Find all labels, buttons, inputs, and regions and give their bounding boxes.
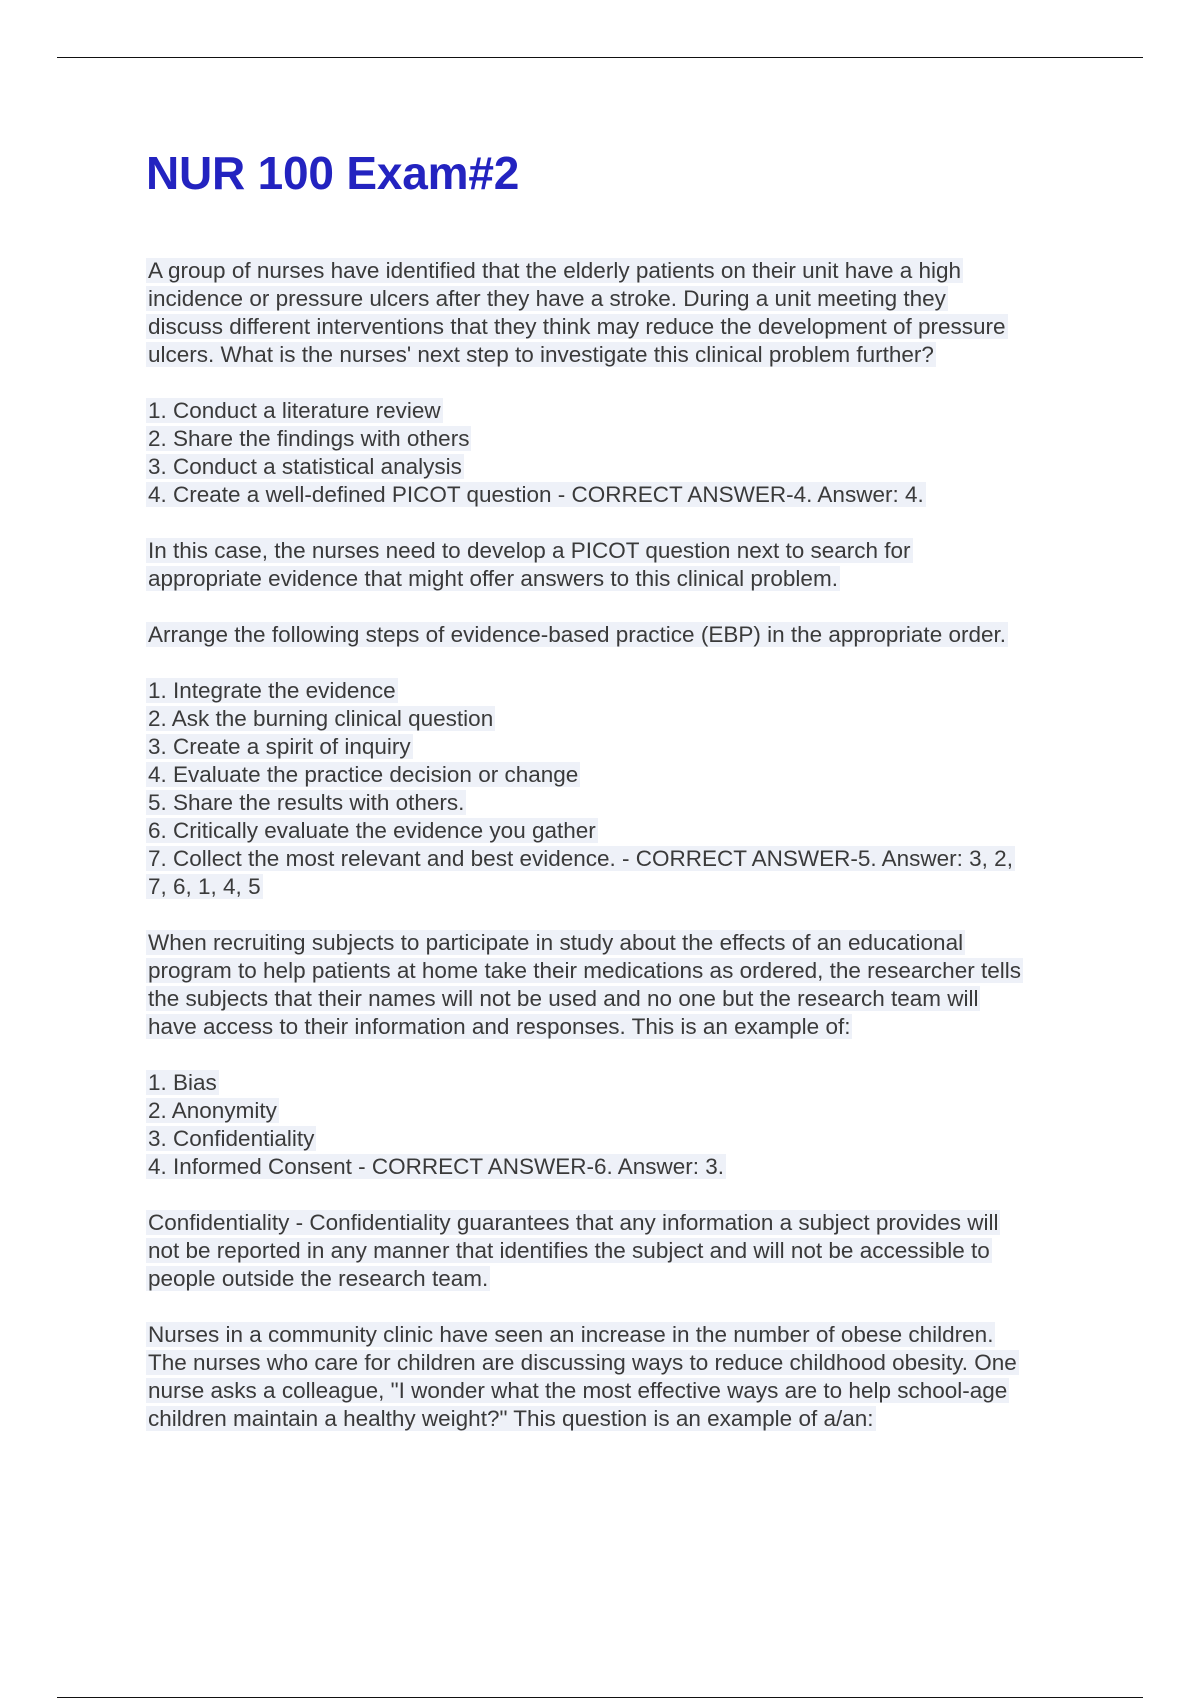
text-line: The nurses who care for children are discussing ways to reduce childhood obesity. One	[148, 1350, 1017, 1375]
text-line: nurse asks a colleague, "I wonder what the most effective ways are to help school-age	[148, 1378, 1008, 1403]
question-4-stem	[146, 1321, 1096, 1433]
text-line: have access to their information and responses. This is an example of:	[148, 1014, 851, 1039]
question-1-stem	[146, 257, 1096, 369]
question-1-options	[146, 397, 1096, 509]
document-body	[146, 257, 1096, 1461]
answer-option: 7. Collect the most relevant and best evidence. - CORRECT ANSWER-5. Answer: 3, 2,	[148, 846, 1013, 871]
answer-option: 1. Bias	[148, 1070, 217, 1095]
answer-option: 4. Informed Consent - CORRECT ANSWER-6. Answer: 3.	[148, 1154, 725, 1179]
text-line: children maintain a healthy weight?" This question is an example of a/an:	[148, 1406, 874, 1431]
text-line: appropriate evidence that might offer answers to this clinical problem.	[148, 566, 838, 591]
answer-option: 3. Confidentiality	[148, 1126, 315, 1151]
text-line: A group of nurses have identified that the elderly patients on their unit have a high	[148, 258, 962, 283]
answer-option: 1. Conduct a literature review	[148, 398, 441, 423]
answer-option: 2. Share the findings with others	[148, 426, 470, 451]
answer-option: 2. Anonymity	[148, 1098, 277, 1123]
text-line: people outside the research team.	[148, 1266, 489, 1291]
text-line: incidence or pressure ulcers after they have a stroke. During a unit meeting they	[148, 286, 946, 311]
text-line: Confidentiality - Confidentiality guarantees that any information a subject provides will	[148, 1210, 999, 1235]
answer-option: 6. Critically evaluate the evidence you gather	[148, 818, 596, 843]
text-line: ulcers. What is the nurses' next step to investigate this clinical problem further?	[148, 342, 934, 367]
text-line: Nurses in a community clinic have seen an increase in the number of obese children.	[148, 1322, 994, 1347]
answer-option: 3. Create a spirit of inquiry	[148, 734, 411, 759]
question-3-explanation	[146, 1209, 1096, 1293]
header-rule	[57, 57, 1143, 58]
question-2-stem	[146, 621, 1096, 649]
text-line: program to help patients at home take their medications as ordered, the researcher tells	[148, 958, 1021, 983]
text-line: When recruiting subjects to participate in study about the effects of an educational	[148, 930, 964, 955]
text-line: In this case, the nurses need to develop a PICOT question next to search for	[148, 538, 911, 563]
text-line: not be reported in any manner that identifies the subject and will not be accessible to	[148, 1238, 990, 1263]
footer-rule	[57, 1697, 1143, 1698]
answer-option: 7, 6, 1, 4, 5	[148, 874, 261, 899]
answer-option: 1. Integrate the evidence	[148, 678, 396, 703]
answer-option: 4. Evaluate the practice decision or change	[148, 762, 579, 787]
answer-option: 2. Ask the burning clinical question	[148, 706, 494, 731]
text-line: discuss different interventions that they think may reduce the development of pressure	[148, 314, 1006, 339]
answer-option: 5. Share the results with others.	[148, 790, 465, 815]
question-2-options	[146, 677, 1096, 901]
answer-option: 4. Create a well-defined PICOT question - CORRECT ANSWER-4. Answer: 4.	[148, 482, 924, 507]
question-3-stem	[146, 929, 1096, 1041]
answer-option: 3. Conduct a statistical analysis	[148, 454, 462, 479]
text-line: Arrange the following steps of evidence-based practice (EBP) in the appropriate order.	[148, 622, 1006, 647]
question-3-options	[146, 1069, 1096, 1181]
text-line: the subjects that their names will not be used and no one but the research team will	[148, 986, 979, 1011]
page-title: NUR 100 Exam#2	[146, 147, 520, 199]
question-1-explanation	[146, 537, 1096, 593]
